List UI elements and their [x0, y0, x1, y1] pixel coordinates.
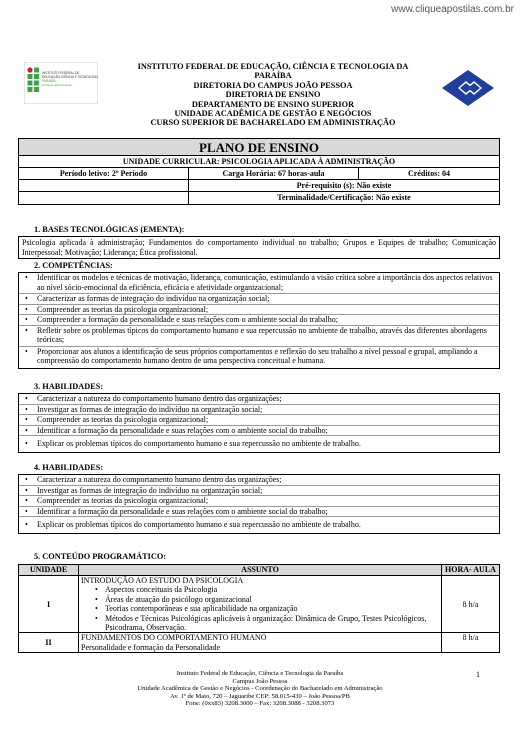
competencias-title: 2. COMPETÊNCIAS: — [34, 261, 113, 270]
page-footer — [18, 670, 502, 708]
periodo-letivo: Período letivo: 2º Período — [19, 168, 189, 179]
brazil-government-logo — [440, 68, 496, 108]
habilidade-item — [19, 405, 499, 416]
prerequisito: Pré-requisito (s): Não existe — [296, 181, 392, 190]
bullet-icon: • — [25, 394, 28, 403]
inst-line: INSTITUTO FEDERAL DE EDUCAÇÃO, CIÊNCIA E TECNOLOGIA DA — [137, 62, 409, 71]
habilidade-item — [19, 486, 499, 497]
bases-title: 1. BASES TECNOLÓGICAS (EMENTA): — [34, 225, 185, 234]
assunto-item — [95, 614, 439, 633]
institution-heading — [114, 62, 432, 128]
bullet-icon: • — [25, 304, 28, 314]
habilidades-1-box — [18, 393, 500, 453]
assunto-item — [95, 585, 439, 594]
habilidades-1-title: 3. HABILIDADES: — [34, 382, 104, 391]
competencia-text: Refletir sobre os problemas típicos do comportamento humano e sua repercussão no ambiente de trabalho, através das diferentes abordagens teóricas; — [37, 325, 487, 345]
assunto-cell — [79, 576, 442, 633]
logo-text-4: Campus João Pessoa — [42, 83, 72, 87]
habilidade-text: Investigar as formas de integração do indivíduo na organização social; — [37, 404, 263, 414]
bullet-icon: • — [95, 594, 98, 604]
footer-line: Campus João Pessoa — [232, 677, 288, 685]
competencia-text: Caracterizar as formas de integração do indivíduo na organização social; — [37, 294, 270, 303]
logo-text-2: EDUCAÇÃO,CIÊNCIA E TECNOLOGIA — [42, 75, 98, 79]
creditos: Créditos: 04 — [408, 169, 450, 178]
hora-aula-cell: 8 h/a — [442, 633, 500, 653]
bullet-icon: • — [25, 439, 28, 449]
competencia-item — [19, 305, 499, 316]
habilidade-text: Explicar os problemas típicos do comportamento humano e sua repercussão no ambiente de trabalho. — [37, 520, 361, 530]
competencia-text: Proporcionar aos alunos a identificação de seus próprios comportamentos e reflexão do seu trabalho a nível pessoal e grupal, ampliando a compreensão do comportamento humano dentro de uma perspectiva conceitual e humana. — [37, 346, 478, 366]
inst-line: DIRETORIA DE ENSINO — [225, 90, 321, 100]
unidade-cell: II — [19, 633, 79, 653]
footer-line: Av. 1º de Maio, 720 – Jaguaribe CEP: 58.015-430 – João Pessoa/PB — [170, 692, 350, 700]
assunto-item-text: Aspectos conceituais da Psicologia — [105, 585, 218, 595]
bullet-icon: • — [25, 506, 28, 516]
hora-aula-cell: 8 h/a — [442, 576, 500, 633]
assunto-titulo: FUNDAMENTOS DO COMPORTAMENTO HUMANO — [81, 633, 267, 643]
bullet-icon: • — [95, 585, 98, 595]
assunto-item-text: Áreas de atuação do psicólogo organizacional — [105, 594, 252, 604]
carga-horaria: Carga Horária: 67 horas-aula — [189, 168, 359, 179]
terminalidade: Terminalidade/Certificação: Não existe — [277, 193, 411, 202]
habilidade-text: Compreender as teorias da psicologia organizacional; — [37, 496, 209, 506]
plano-title: PLANO DE ENSINO — [19, 139, 499, 156]
habilidades-2-title: 4. HABILIDADES: — [34, 463, 104, 472]
prerequisito-row — [19, 180, 499, 192]
habilidade-item — [19, 426, 499, 437]
habilidade-text: Identificar a formação da personalidade e suas relações com o ambiente social do trabalho; — [37, 425, 328, 435]
bullet-icon: • — [25, 315, 28, 325]
blank-cell — [19, 192, 189, 204]
habilidades-2-box — [18, 474, 500, 534]
assunto-item — [95, 604, 439, 613]
habilidade-item — [19, 415, 499, 426]
habilidade-text: Caracterizar a natureza do comportamento humano dentro das organizações; — [37, 394, 282, 403]
footer-line: Fone: (0xx83) 3208.3000 – Fax: 3208.3088 - 3208.3073 — [185, 700, 335, 708]
blank-cell — [19, 180, 189, 191]
footer-line: Instituto Federal de Educação, Ciência e Tecnologia da Paraíba — [176, 670, 344, 677]
logo-text-3: PARAÍBA — [42, 79, 56, 83]
footer-line: Unidade Acadêmica de Gestão e Negócios - Coordenação do Bacharelado em Administração — [137, 685, 383, 693]
table-row — [19, 576, 500, 633]
habilidade-text: Caracterizar a natureza do comportamento humano dentro das organizações; — [37, 475, 282, 484]
assunto-subtitulo: Personalidade e formação da Personalidade — [81, 642, 221, 652]
conteudo-title: 5. CONTEÚDO PROGRAMÁTICO: — [34, 552, 167, 561]
competencia-item — [19, 347, 499, 368]
inst-line: UNIDADE ACADÊMICA DE GESTÃO E NEGÓCIOS — [174, 109, 372, 119]
competencia-text: Identificar os modelos e técnicas de motivação, liderança, comunicação, estimulando a visão crítica sobre a importância dos aspectos relativos ao nível sócio-emocional da eficiência, eficácia e afetividade organizacional; — [37, 273, 493, 292]
bullet-icon: • — [25, 294, 28, 303]
bases-text: Psicologia aplicada à administração; Fundamentos do comportamento individual no trabalho; Grupos e Equipes de trabalho; Comunicação Interpessoal; Motivação; Liderança; Ética profissional. — [22, 238, 496, 257]
competencias-box — [18, 272, 500, 369]
assunto-item — [95, 595, 439, 604]
unidade-curricular: UNIDADE CURRICULAR: PSICOLOGIA APLICADA À ADMINISTRAÇÃO — [19, 156, 499, 168]
bullet-icon: • — [95, 613, 98, 623]
assunto-item-text: Teorias contemporâneas e sua aplicabilidade na organização — [105, 604, 298, 614]
competencia-item — [19, 326, 499, 347]
bullet-icon: • — [25, 485, 28, 495]
terminalidade-row — [19, 192, 499, 204]
ifpb-logo — [24, 62, 98, 104]
bullet-icon: • — [95, 604, 98, 614]
bullet-icon: • — [25, 325, 28, 335]
assunto-item-text: Métodos e Técnicas Psicológicas aplicáveis à organização: Dinâmica de Grupo, Testes Psicológicos, Psicodrama, Observação. — [105, 613, 427, 633]
competencia-text: Compreender as teorias da psicologia organizacional; — [37, 304, 209, 314]
conteudo-table — [18, 564, 500, 653]
document-header — [18, 58, 502, 134]
habilidade-item — [19, 475, 499, 486]
unidade-cell: I — [19, 576, 79, 633]
assunto-titulo: INTRODUÇÃO AO ESTUDO DA PSICOLOGIA — [81, 576, 244, 585]
column-header-hora-aula: HORA- AULA — [442, 565, 500, 576]
bullet-icon: • — [25, 520, 28, 530]
inst-line: CURSO SUPERIOR DE BACHARELADO EM ADMINISTRAÇÃO — [150, 118, 396, 128]
bullet-icon: • — [25, 273, 28, 282]
competencia-item — [19, 294, 499, 305]
inst-line: DEPARTAMENTO DE ENSINO SUPERIOR — [191, 99, 355, 109]
bullet-icon: • — [25, 404, 28, 414]
page-number: 1 — [476, 670, 480, 679]
bases-box — [18, 236, 500, 259]
habilidade-text: Investigar as formas de integração do indivíduo na organização social; — [37, 485, 263, 495]
habilidade-item — [19, 507, 499, 518]
bullet-icon: • — [25, 475, 28, 484]
column-header-assunto: ASSUNTO — [79, 565, 442, 576]
habilidade-item — [19, 394, 499, 405]
table-header-row — [19, 565, 500, 576]
logo-text-1: INSTITUTO FEDERAL DE — [42, 71, 80, 75]
plano-de-ensino-box — [18, 138, 500, 205]
habilidade-text: Compreender as teorias da psicologia organizacional; — [37, 415, 209, 425]
habilidade-item — [19, 517, 499, 533]
bullet-icon: • — [25, 425, 28, 435]
table-row — [19, 633, 500, 653]
habilidade-item — [19, 436, 499, 452]
competencia-item — [19, 273, 499, 294]
bullet-icon: • — [25, 496, 28, 506]
assunto-cell — [79, 633, 442, 653]
plano-info-row — [19, 168, 499, 180]
habilidade-text: Explicar os problemas típicos do comportamento humano e sua repercussão no ambiente de trabalho. — [37, 439, 361, 449]
habilidade-text: Identificar a formação da personalidade e suas relações com o ambiente social do trabalho; — [37, 506, 328, 516]
competencia-text: Compreender a formação da personalidade e suas relações com o ambiente social do trabalho; — [37, 315, 338, 325]
bullet-icon: • — [25, 346, 28, 356]
watermark: www.cliqueapostilas.com.br — [391, 4, 514, 15]
inst-line: PARAÍBA — [254, 71, 292, 81]
bullet-icon: • — [25, 415, 28, 425]
competencia-item — [19, 315, 499, 326]
inst-line: DIRETORIA DO CAMPUS JOÃO PESSOA — [193, 80, 353, 90]
column-header-unidade: UNIDADE — [19, 565, 79, 576]
habilidade-item — [19, 496, 499, 507]
